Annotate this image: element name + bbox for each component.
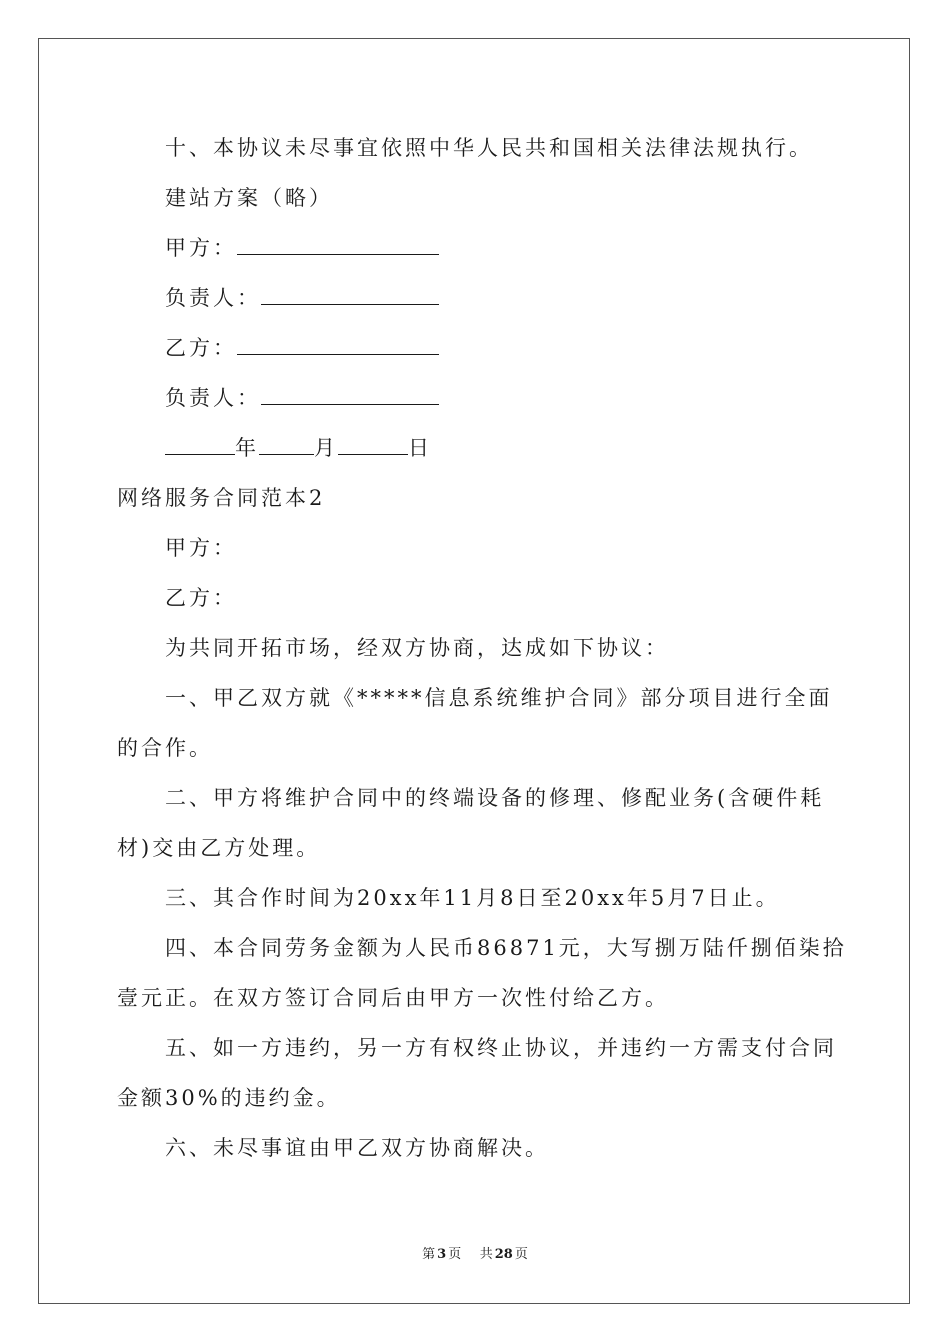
clause-four-line1: 四、本合同劳务金额为人民币86871元，大写捌万陆仟捌佰柒拾 [165,936,847,960]
party-a-line: 甲方： [165,536,237,560]
party-b-label: 乙方： [165,336,237,360]
clause-five-line2: 金额30%的违约金。 [117,1086,341,1110]
total-prefix: 共 [479,1247,493,1262]
clause-five-line1: 五、如一方违约，另一方有权终止协议，并违约一方需支付合同 [165,1036,837,1060]
section-title: 网络服务合同范本2 [117,486,326,510]
person-a-blank [261,284,439,305]
person-a-signature [165,283,439,313]
total-suffix: 页 [514,1247,528,1262]
person-a-label: 负责人： [165,286,261,310]
page-suffix: 页 [448,1247,462,1262]
party-b-blank [237,334,439,355]
party-b-line: 乙方： [165,586,237,610]
page-frame [38,38,910,1304]
year-blank [165,434,235,455]
party-a-signature [165,233,439,263]
page-prefix: 第 [422,1247,436,1262]
person-b-signature [165,383,439,413]
clause-six: 六、未尽事谊由甲乙双方协商解决。 [165,1136,549,1160]
date-line [165,433,432,463]
month-blank [259,434,314,455]
person-b-label: 负责人： [165,386,261,410]
month-label: 月 [314,436,338,460]
clause-ten: 十、本协议未尽事宜依照中华人民共和国相关法律法规执行。 [165,136,813,160]
page-number: 3 [437,1247,447,1262]
clause-one-line2: 的合作。 [117,736,213,760]
day-label: 日 [408,436,432,460]
person-b-blank [261,384,439,405]
clause-three: 三、其合作时间为20xx年11月8日至20xx年5月7日止。 [165,886,780,910]
clause-two-line1: 二、甲方将维护合同中的终端设备的修理、修配业务(含硬件耗 [165,786,825,810]
clause-four-line2: 壹元正。在双方签订合同后由甲方一次性付给乙方。 [117,986,669,1010]
page-footer [0,1246,950,1264]
year-label: 年 [235,436,259,460]
plan-note: 建站方案（略） [165,186,333,210]
party-a-blank [237,234,439,255]
total-pages: 28 [494,1247,513,1262]
party-a-label: 甲方： [165,236,237,260]
clause-two-line2: 材)交由乙方处理。 [117,836,321,860]
clause-one-line1: 一、甲乙双方就《*****信息系统维护合同》部分项目进行全面 [165,686,833,710]
day-blank [338,434,408,455]
intro-paragraph: 为共同开拓市场，经双方协商，达成如下协议： [165,636,669,660]
party-b-signature [165,333,439,363]
